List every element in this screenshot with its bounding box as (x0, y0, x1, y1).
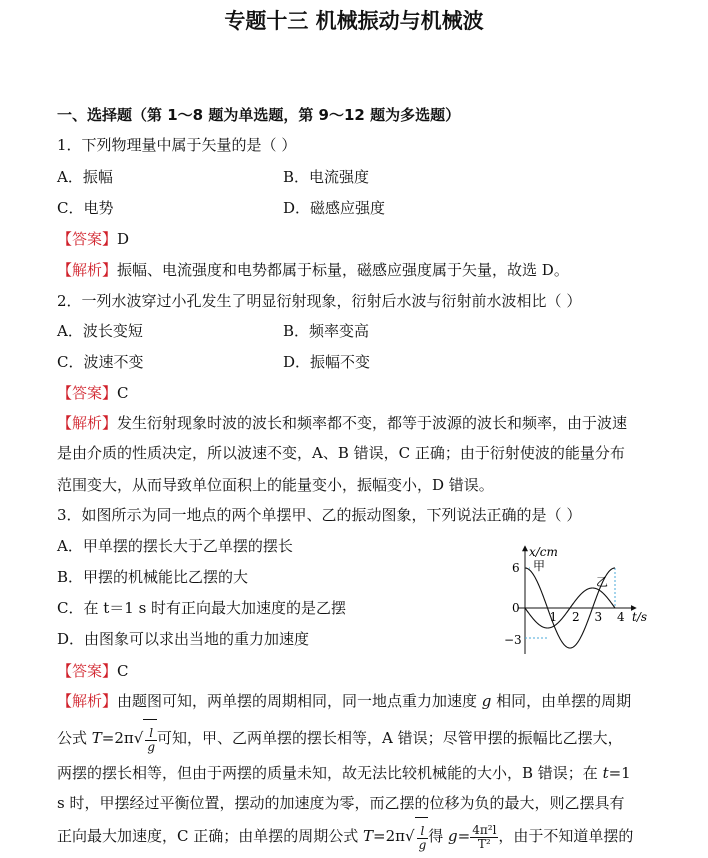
question-1-analysis (57, 259, 569, 281)
question-2-option-a: A．波长变短 (57, 322, 143, 340)
x-tick-3: 3 (594, 610, 603, 624)
answer-tag: 【答案】 (57, 230, 118, 248)
analysis-text: 得 (428, 827, 449, 845)
analysis-text: 发生衍射现象时波的波长和频率都不变，都等于波源的波长和频率，由于波速 (117, 414, 628, 432)
answer-tag: 【答案】 (57, 384, 118, 402)
section-heading: 一、选择题（第 1～8 题为单选题，第 9～12 题为多选题） (57, 106, 461, 124)
equals-2pi: =2π (373, 827, 406, 845)
equals-2pi: =2π (101, 729, 134, 747)
question-2-option-c: C．波速不变 (57, 353, 144, 371)
analysis-tag: 【解析】 (57, 414, 118, 432)
question-2-stem: 2．一列水波穿过小孔发生了明显衍射现象，衍射后水波与衍射前水波相比（ ） (57, 292, 582, 310)
g-formula-fraction (470, 824, 498, 851)
sqrt-l-over-g: √ $\frac{l}{g}$ (405, 816, 428, 858)
answer-value: C (117, 662, 129, 680)
analysis-text: 公式 (57, 729, 92, 747)
question-2-analysis-line-1 (57, 412, 627, 434)
question-3-analysis-line-4: s 时，甲摆经过平衡位置，摆动的加速度为零，而乙摆的位移为负的最大，则乙摆具有 (57, 794, 625, 812)
var-g: g (481, 692, 492, 710)
question-2-option-d: D．振幅不变 (283, 353, 371, 371)
question-1-option-b: B．电流强度 (283, 168, 370, 186)
question-3-option-a: A．甲单摆的摆长大于乙单摆的摆长 (57, 537, 293, 555)
question-3-option-c: C．在 t＝1 s 时有正向最大加速度的是乙摆 (57, 599, 347, 617)
question-3-option-b: B．甲摆的机械能比乙摆的大 (57, 568, 249, 586)
var-T: T (91, 729, 102, 747)
analysis-text: 正向最大加速度，C 正确；由单摆的周期公式 (57, 827, 364, 845)
var-g: g (448, 827, 458, 845)
question-1-stem: 1．下列物理量中属于矢量的是（ ） (57, 136, 297, 154)
sqrt-l-over-g: √ $\frac{l}{g}$ (134, 718, 157, 760)
frac-num: l (420, 824, 425, 839)
question-3-stem: 3．如图所示为同一地点的两个单摆甲、乙的振动图象，下列说法正确的是（ ） (57, 506, 582, 524)
analysis-text: 振幅、电流强度和电势都属于标量，磁感应强度属于矢量，故选 D。 (117, 261, 569, 279)
question-3-analysis-line-5 (57, 816, 633, 858)
frac-den: g (147, 740, 156, 755)
question-3-option-d: D．由图象可以求出当地的重力加速度 (57, 630, 310, 648)
x-tick-1: 1 (549, 610, 558, 624)
frac-num: l (149, 726, 154, 741)
x-axis-label: t/s (632, 610, 648, 624)
y-tick-neg3: −3 (504, 633, 522, 647)
analysis-tag: 【解析】 (57, 261, 118, 279)
question-1-answer (57, 228, 129, 250)
answer-value: C (117, 384, 129, 402)
question-3-analysis-line-3 (57, 762, 631, 784)
analysis-text: 可知，甲、乙两单摆的摆长相等，A 错误；尽管甲摆的振幅比乙摆大， (157, 729, 623, 747)
question-3-answer (57, 660, 129, 682)
x-tick-2: 2 (572, 610, 580, 624)
g-formula-num: 4π²l (472, 822, 497, 837)
question-2-analysis-line-3: 范围变大，从而导致单位面积上的能量变小，振幅变小，D 错误。 (57, 476, 494, 494)
answer-tag: 【答案】 (57, 662, 118, 680)
x-tick-4: 4 (617, 610, 625, 624)
y-tick-0: 0 (512, 601, 520, 615)
question-1-option-c: C．电势 (57, 199, 114, 217)
analysis-text: 相同，由单摆的周期 (491, 692, 632, 710)
question-1-option-a: A．振幅 (57, 168, 113, 186)
analysis-tag: 【解析】 (57, 692, 118, 710)
analysis-text: 由题图可知，两单摆的周期相同，同一地点重力加速度 (117, 692, 482, 710)
question-3-analysis-line-2 (57, 718, 623, 760)
question-2-answer (57, 382, 129, 404)
analysis-text: 两摆的摆长相等，但由于两摆的质量未知，故无法比较机械能的大小，B 错误；在 (57, 764, 603, 782)
y-tick-6: 6 (512, 561, 520, 575)
question-2-option-b: B．频率变高 (283, 322, 370, 340)
vibration-graph (500, 540, 660, 658)
y-axis-label: x/cm (529, 545, 558, 559)
question-3-analysis-line-1 (57, 690, 631, 712)
series-jia-label: 甲 (533, 559, 546, 573)
series-yi-label: 乙 (596, 575, 609, 589)
page-title: 专题十三 机械振动与机械波 (224, 9, 484, 33)
analysis-text: =1 (608, 764, 631, 782)
g-formula-den: T² (477, 836, 491, 851)
equals-sign: = (457, 827, 471, 845)
analysis-text: ，由于不知道单摆的 (498, 827, 634, 845)
answer-value: D (117, 230, 130, 248)
var-t: t (602, 764, 609, 782)
frac-den: g (418, 838, 427, 853)
question-1-option-d: D．磁感应强度 (283, 199, 386, 217)
var-T: T (363, 827, 374, 845)
question-2-analysis-line-2: 是由介质的性质决定，所以波速不变，A、B 错误，C 正确；由于衍射使波的能量分布 (57, 444, 625, 462)
